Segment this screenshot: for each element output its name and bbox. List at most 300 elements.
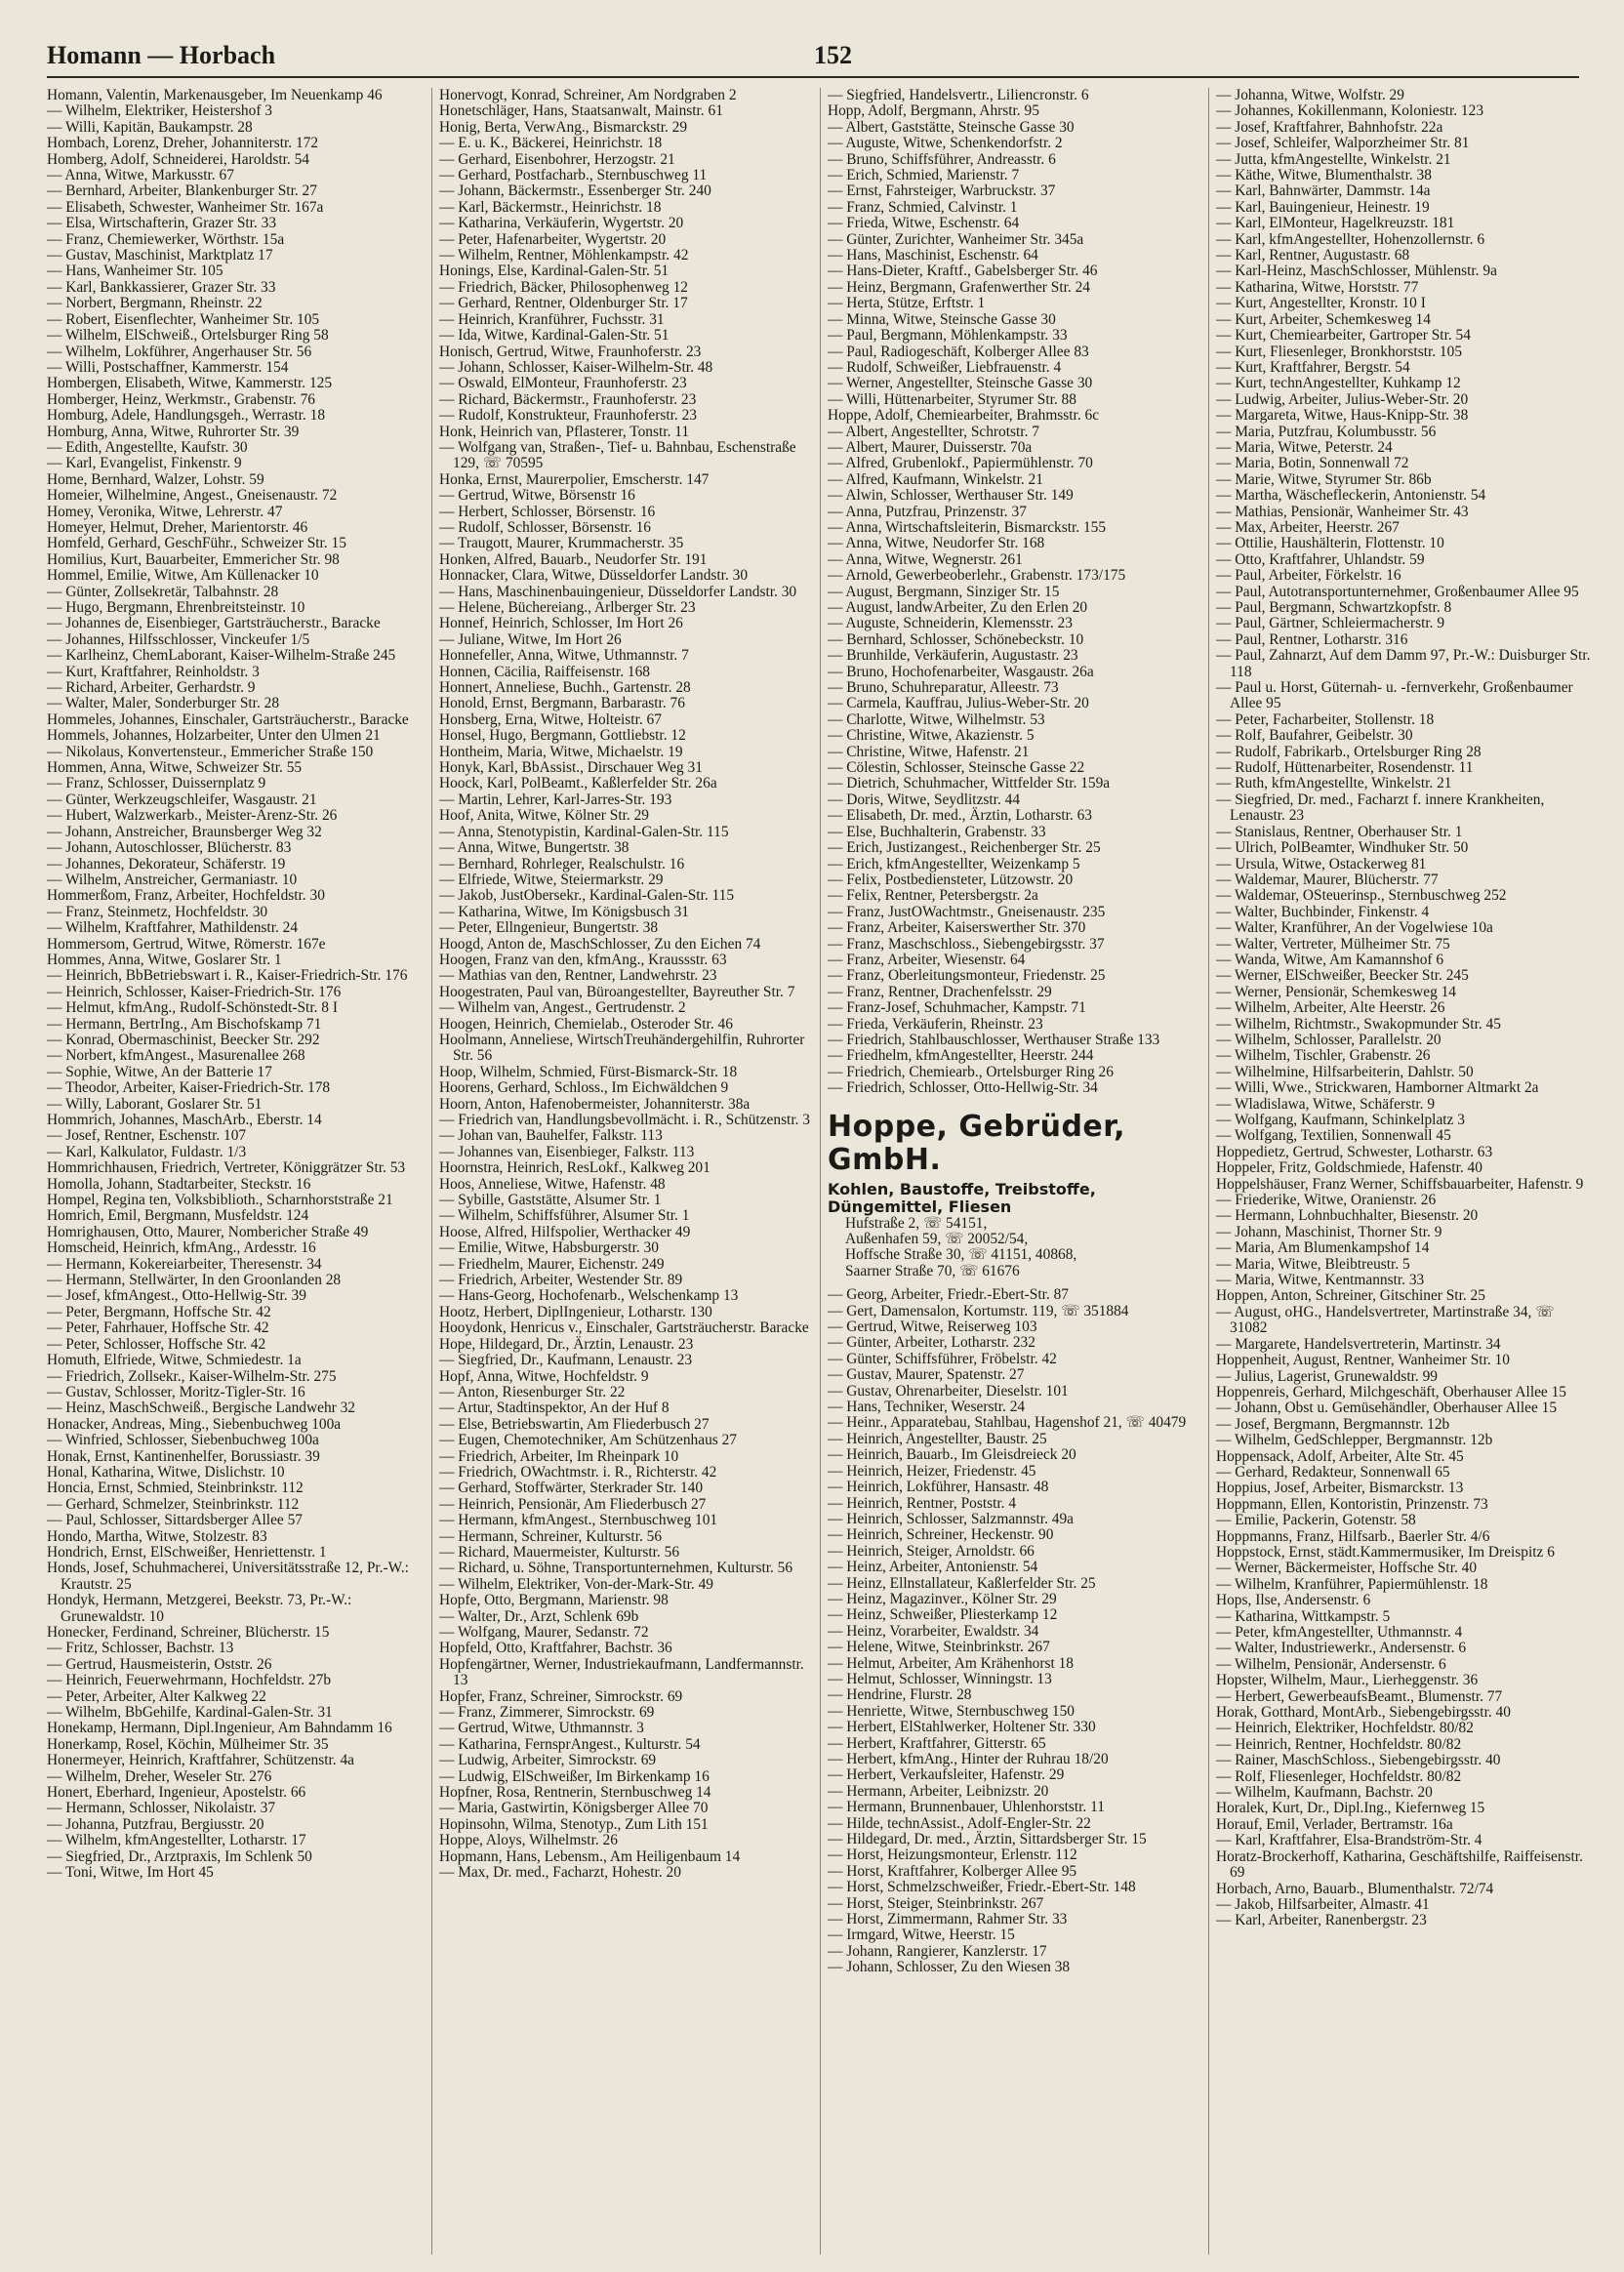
directory-entry: Hoos, Anneliese, Witwe, Hafenstr. 48 — [439, 1175, 666, 1193]
directory-entry: — Josef, Schleifer, Walporzheimer Str. 81 — [1216, 135, 1470, 152]
directory-entry: — Johann, Maschinist, Thorner Str. 9 — [1216, 1223, 1442, 1240]
directory-entry: Homfeld, Gerhard, GeschFühr., Schweizer Str. 15 — [47, 535, 346, 552]
column-divider — [431, 88, 432, 2254]
directory-entry: Honnefeller, Anna, Witwe, Uthmannstr. 7 — [439, 647, 689, 665]
directory-entry: — Hermann, Kokereiarbeiter, Theresenstr. 34 — [47, 1255, 322, 1273]
directory-entry: Honert, Eberhard, Ingenieur, Apostelstr. 66 — [47, 1784, 306, 1802]
directory-entry: — Heinrich, Kranführer, Fuchsstr. 31 — [439, 310, 665, 328]
directory-entry: — Hans, Maschinenbauingenieur, Düsseldorfer Landstr. 30 — [439, 583, 797, 600]
directory-entry: Honk, Heinrich van, Pflasterer, Tonstr. 11 — [439, 423, 690, 440]
directory-entry: — Wladislawa, Witwe, Schäferstr. 9 — [1216, 1095, 1436, 1113]
directory-entry: — Wilhelm, BbGehilfe, Kardinal-Galen-Str. 31 — [47, 1704, 333, 1722]
directory-entry: — Peter, Arbeiter, Alter Kalkweg 22 — [47, 1687, 266, 1705]
directory-entry: Hoogestraten, Paul van, Büroangestellter, Bayreuther Str. 7 — [439, 983, 795, 1000]
directory-entry: Horalek, Kurt, Dr., Dipl.Ing., Kiefernweg 15 — [1216, 1800, 1485, 1817]
directory-entry: — Otto, Kraftfahrer, Uhlandstr. 59 — [1216, 550, 1425, 568]
directory-entry: — Gertrud, Witwe, Börsenstr 16 — [439, 487, 635, 505]
directory-entry: Hoppeler, Fritz, Goldschmiede, Hafenstr. 40 — [1216, 1159, 1482, 1177]
directory-entry: — Toni, Witwe, Im Hort 45 — [47, 1864, 214, 1882]
directory-entry: — Johannes de, Eisenbieger, Gartsträucherstr., Baracke — [47, 615, 381, 632]
directory-entry: — Kurt, Fliesenleger, Bronkhorststr. 105 — [1216, 343, 1463, 360]
directory-entry: — Günter, Arbeiter, Lotharstr. 232 — [828, 1334, 1035, 1352]
directory-entry: Homolla, Johann, Stadtarbeiter, Steckstr. 16 — [47, 1175, 311, 1193]
directory-entry: Hoppmann, Ellen, Kontoristin, Prinzenstr. 73 — [1216, 1495, 1488, 1513]
directory-entry: — Johanna, Witwe, Wolfstr. 29 — [1216, 88, 1404, 103]
column-divider — [1208, 88, 1209, 2254]
directory-entry: — Werner, Angestellter, Steinsche Gasse 30 — [828, 375, 1093, 392]
directory-entry: — Maria, Gastwirtin, Königsberger Allee 70 — [439, 1800, 709, 1817]
directory-entry: — Heinrich, Lokführer, Hansastr. 48 — [828, 1479, 1049, 1496]
directory-entry: Hoppenheit, August, Rentner, Wanheimer Str. 10 — [1216, 1352, 1510, 1369]
directory-entry: Honal, Katharina, Witwe, Dislichstr. 10 — [47, 1463, 285, 1481]
directory-entry: — Max, Dr. med., Facharzt, Hohestr. 20 — [439, 1864, 681, 1882]
directory-entry: — Bruno, Schuhreparatur, Alleestr. 73 — [828, 679, 1059, 697]
directory-entry: — Hans-Georg, Hochofenarb., Welschenkamp 13 — [439, 1287, 739, 1305]
directory-entry: — Peter, Ellngenieur, Bungertstr. 38 — [439, 919, 659, 937]
directory-entry: Hoppelshäuser, Franz Werner, Schiffsbauarbeiter, Hafenstr. 9 — [1216, 1175, 1584, 1193]
directory-entry: — Johannes, Hilfsschlosser, Vinckeufer 1/5 — [47, 630, 310, 648]
directory-entry: — Katharina, Verkäuferin, Wygertstr. 20 — [439, 215, 684, 232]
directory-entry: Honcia, Ernst, Schmied, Steinbrinkstr. 112 — [47, 1480, 304, 1497]
directory-entry: — Kurt, Angestellter, Kronstr. 10 I — [1216, 295, 1426, 312]
directory-entry: — Friedrich, Chemiearb., Ortelsburger Ring 26 — [828, 1063, 1114, 1080]
directory-entry: Homey, Veronika, Witwe, Lehrerstr. 47 — [47, 503, 283, 520]
column-divider — [820, 88, 821, 2254]
directory-entry: Hoogen, Heinrich, Chemielab., Osteroder Str. 46 — [439, 1015, 733, 1033]
directory-entry: — Franz, Rentner, Drachenfelsstr. 29 — [828, 983, 1052, 1000]
directory-entry: — Anna, Witwe, Wegnerstr. 261 — [828, 550, 1023, 568]
directory-entry: Hootz, Herbert, DiplIngenieur, Lotharstr. 130 — [439, 1303, 712, 1320]
directory-entry: — Wilhelm, Dreher, Weseler Str. 276 — [47, 1767, 272, 1785]
directory-entry: — Kurt, technAngestellter, Kuhkamp 12 — [1216, 375, 1461, 392]
directory-entry: Hopfengärtner, Werner, Industriekaufmann, Landfermannstr. 13 — [439, 1655, 804, 1689]
directory-entry: — Ulrich, PolBeamter, Windhuker Str. 50 — [1216, 839, 1469, 857]
directory-entry: — Johann, Schlosser, Zu den Wiesen 38 — [828, 1959, 1071, 1976]
directory-entry: Hoose, Alfred, Hilfspolier, Werthacker 49 — [439, 1223, 691, 1240]
directory-entry: — Karlheinz, ChemLaborant, Kaiser-Wilhelm-Straße 245 — [47, 647, 396, 665]
directory-entry: Hoppedietz, Gertrud, Schwester, Lotharstr. 63 — [1216, 1143, 1493, 1160]
directory-entry: — Elsa, Wirtschafterin, Grazer Str. 33 — [47, 215, 277, 232]
directory-entry: — Kurt, Arbeiter, Schemkesweg 14 — [1216, 310, 1431, 328]
directory-entry: — Frieda, Witwe, Eschenstr. 64 — [828, 215, 1020, 232]
directory-entry: Hoogen, Franz van den, kfmAng., Kraussstr. 63 — [439, 951, 727, 968]
directory-entry: Hommerßom, Franz, Arbeiter, Hochfeldstr. 30 — [47, 887, 325, 905]
directory-entry: — Bruno, Schiffsführer, Andreasstr. 6 — [828, 150, 1056, 168]
directory-entry: — Peter, Bergmann, Hoffsche Str. 42 — [47, 1303, 271, 1320]
directory-entry: — Hilde, technAssist., Adolf-Engler-Str. 22 — [828, 1814, 1091, 1832]
directory-entry: — Hermann, BertrIng., Am Bischofskamp 71 — [47, 1015, 322, 1033]
directory-entry: — Günter, Schiffsführer, Fröbelstr. 42 — [828, 1350, 1057, 1367]
directory-entry: — Wilhelm, Schiffsführer, Alsumer Str. 1 — [439, 1207, 690, 1225]
directory-entry: Hompel, Regina ten, Volksbiblioth., Scharnhorststraße 21 — [47, 1192, 393, 1209]
directory-entry: — Franz, Arbeiter, Kaiserswerther Str. 370 — [828, 919, 1086, 937]
directory-entry: — Rudolf, Schlosser, Börsenstr. 16 — [439, 518, 651, 536]
directory-entry: Homberger, Heinz, Werkmstr., Grabenstr. 76 — [47, 390, 315, 408]
directory-entry: — Walter, Maler, Sonderburger Str. 28 — [47, 695, 280, 712]
header-rule — [47, 76, 1579, 78]
directory-entry: — Wolfgang, Kaufmann, Schinkelplatz 3 — [1216, 1112, 1465, 1128]
directory-entry: Honings, Else, Kardinal-Galen-Str. 51 — [439, 263, 670, 280]
directory-entry: — Peter, Schlosser, Hoffsche Str. 42 — [47, 1335, 266, 1353]
advertisement-title: Hoppe, Gebrüder, GmbH. — [828, 1109, 1126, 1177]
directory-entry: — Helmut, kfmAng., Rudolf-Schönstedt-Str. 8 I — [47, 999, 338, 1017]
directory-entry: Hopmann, Hans, Lebensm., Am Heiligenbaum 14 — [439, 1847, 741, 1865]
directory-entry: Honyk, Karl, BbAssist., Dirschauer Weg 31 — [439, 759, 703, 777]
directory-entry: — Franz, Oberleitungsmonteur, Friedenstr. 25 — [828, 967, 1106, 985]
directory-entry: — Rolf, Baufahrer, Geibelstr. 30 — [1216, 727, 1413, 745]
directory-entry: — Emilie, Witwe, Habsburgerstr. 30 — [439, 1239, 659, 1257]
directory-entry: — Heinrich, Heizer, Friedenstr. 45 — [828, 1462, 1036, 1480]
directory-entry: — Paul, Arbeiter, Förkelstr. 16 — [1216, 567, 1401, 585]
directory-entry: — Hildegard, Dr. med., Ärztin, Sittardsberger Str. 15 — [828, 1831, 1147, 1848]
directory-entry: Homuth, Elfriede, Witwe, Schmiedestr. 1a — [47, 1352, 302, 1369]
directory-entry: — Gerhard, Schmelzer, Steinbrinkstr. 112 — [47, 1495, 300, 1513]
directory-entry: — Jakob, Hilfsarbeiter, Almastr. 41 — [1216, 1895, 1430, 1913]
directory-entry: — Wilhelm, Pensionär, Andersenstr. 6 — [1216, 1655, 1446, 1673]
directory-entry: — Horst, Kraftfahrer, Kolberger Allee 95 — [828, 1862, 1077, 1880]
directory-entry: Honetschläger, Hans, Staatsanwalt, Mainstr. 61 — [439, 102, 723, 120]
directory-entry: — Wanda, Witwe, Am Kamannshof 6 — [1216, 951, 1444, 968]
directory-entry: — Cölestin, Schlosser, Steinsche Gasse 22 — [828, 759, 1085, 777]
directory-entry: Honsel, Hugo, Bergmann, Gottliebstr. 12 — [439, 727, 686, 745]
directory-entry: — Johann, Rangierer, Kanzlerstr. 17 — [828, 1942, 1047, 1960]
directory-entry: — Rudolf, Konstrukteur, Fraunhoferstr. 23 — [439, 407, 697, 425]
directory-entry: — Friedrich, Zollsekr., Kaiser-Wilhelm-Str. 275 — [47, 1367, 337, 1385]
directory-entry: — Max, Arbeiter, Heerstr. 267 — [1216, 518, 1400, 536]
directory-entry: — Wilhelmine, Hilfsarbeiterin, Dahlstr. 50 — [1216, 1063, 1474, 1080]
directory-entry: — Waldemar, OSteuerinsp., Sternbuschweg 252 — [1216, 887, 1507, 905]
directory-entry: — Herta, Stütze, Erftstr. 1 — [828, 295, 986, 312]
directory-entry: — Paul, Zahnarzt, Auf dem Damm 97, Pr.-W.: Duisburger Str. 118 — [1216, 647, 1591, 680]
directory-entry: — Irmgard, Witwe, Heerstr. 15 — [828, 1927, 1015, 1944]
page-number: 152 — [814, 41, 852, 69]
directory-entry: — Walter, Vertreter, Mülheimer Str. 75 — [1216, 935, 1450, 953]
directory-entry: — Minna, Witwe, Steinsche Gasse 30 — [828, 310, 1056, 328]
directory-entry: — Ursula, Witwe, Ostackerweg 81 — [1216, 855, 1427, 872]
directory-entry: — Gustav, Ohrenarbeiter, Dieselstr. 101 — [828, 1382, 1069, 1400]
directory-entry: — Albert, Gaststätte, Steinsche Gasse 30 — [828, 118, 1075, 136]
directory-entry: — Josef, Kraftfahrer, Bahnhofstr. 22a — [1216, 118, 1443, 136]
directory-entry: — Willi, Hüttenarbeiter, Styrumer Str. 88 — [828, 390, 1076, 408]
directory-entry: — Hugo, Bergmann, Ehrenbreitsteinstr. 10 — [47, 599, 305, 616]
directory-entry: — Siegfried, Dr. med., Facharzt f. innere Krankheiten, Lenaustr. 23 — [1216, 791, 1545, 825]
directory-entry: — Heinz, Arbeiter, Antonienstr. 54 — [828, 1559, 1038, 1576]
directory-entry: — Hermann, Arbeiter, Leibnizstr. 20 — [828, 1782, 1049, 1800]
directory-entry: Homberg, Adolf, Schneiderei, Haroldstr. 54 — [47, 150, 310, 168]
directory-entry: — Christine, Witwe, Hafenstr. 21 — [828, 743, 1030, 760]
directory-entry: — Else, Betriebswartin, Am Fliederbusch 27 — [439, 1415, 710, 1433]
directory-entry: Honervogt, Konrad, Schreiner, Am Nordgraben 2 — [439, 88, 737, 103]
directory-entry: — Norbert, kfmAngest., Masurenallee 268 — [47, 1047, 305, 1065]
directory-entry: Honig, Berta, VerwAng., Bismarckstr. 29 — [439, 118, 688, 136]
directory-entry: — Johann, Schlosser, Kaiser-Wilhelm-Str. 48 — [439, 358, 713, 376]
directory-entry: — Paul, Schlosser, Sittardsberger Allee 57 — [47, 1512, 303, 1529]
directory-entry: — Alfred, Kaufmann, Winkelstr. 21 — [828, 470, 1043, 488]
directory-entry: Homburg, Adele, Handlungsgeh., Werrastr. 18 — [47, 407, 326, 425]
directory-entry: — Johannes, Dekorateur, Schäferstr. 19 — [47, 855, 286, 872]
directory-entry: — Wolfgang, Maurer, Sedanstr. 72 — [439, 1624, 649, 1641]
directory-entry: — Anna, Stenotypistin, Kardinal-Galen-Str. 115 — [439, 823, 729, 840]
directory-entry: — Rudolf, Schweißer, Liebfrauenstr. 4 — [828, 358, 1062, 376]
directory-entry: — Gerhard, Postfacharb., Sternbuschweg 11 — [439, 167, 708, 184]
directory-entry: — Rolf, Fliesenleger, Hochfeldstr. 80/82 — [1216, 1767, 1462, 1785]
directory-entry: Hommel, Emilie, Witwe, Am Küllenacker 10 — [47, 567, 319, 585]
directory-entry: Hopfeld, Otto, Kraftfahrer, Bachstr. 36 — [439, 1640, 672, 1657]
directory-entry: — Heinz, Bergmann, Grafenwerther Str. 24 — [828, 278, 1090, 296]
directory-entry: — Ernst, Fahrsteiger, Warbruckstr. 37 — [828, 183, 1056, 200]
directory-entry: — Paul, Gärtner, Schleiermacherstr. 9 — [1216, 615, 1445, 632]
directory-entry: Hoock, Karl, PolBeamt., Kaßlerfelder Str. 26a — [439, 775, 717, 792]
directory-entry: — Heinrich, Angestellter, Baustr. 25 — [828, 1430, 1047, 1447]
directory-entry: — Stanislaus, Rentner, Oberhauser Str. 1 — [1216, 823, 1463, 840]
directory-entry: — Theodor, Arbeiter, Kaiser-Friedrich-Str. 178 — [47, 1079, 331, 1097]
directory-entry: — Arnold, Gewerbeoberlehr., Grabenstr. 173/175 — [828, 567, 1126, 585]
directory-entry: — Karl, Bankkassierer, Grazer Str. 33 — [47, 278, 276, 296]
directory-entry: — Artur, Stadtinspektor, An der Huf 8 — [439, 1400, 670, 1417]
directory-entry: — Franz, Chemiewerker, Wörthstr. 15a — [47, 230, 285, 248]
directory-entry: — Friedrich, Arbeiter, Westender Str. 89 — [439, 1272, 683, 1289]
directory-entry: Hommrichhausen, Friedrich, Vertreter, Königgrätzer Str. 53 — [47, 1159, 406, 1177]
directory-entry: Hondrich, Ernst, ElSchweißer, Henriettenstr. 1 — [47, 1543, 327, 1561]
directory-entry: Honecker, Ferdinand, Schreiner, Blücherstr. 15 — [47, 1624, 330, 1641]
directory-entry: Hoppmanns, Franz, Hilfsarb., Baerler Str. 4/6 — [1216, 1527, 1490, 1545]
directory-entry: — Friedrich, Arbeiter, Im Rheinpark 10 — [439, 1447, 679, 1465]
directory-entry: — Nikolaus, Konvertensteur., Emmericher Straße 150 — [47, 743, 374, 760]
directory-entry: — Gertrud, Witwe, Reiserweg 103 — [828, 1319, 1037, 1336]
directory-entry: Hoppius, Josef, Arbeiter, Bismarckstr. 13 — [1216, 1480, 1464, 1497]
directory-entry: — Dietrich, Schuhmacher, Wittfelder Str. 159a — [828, 775, 1111, 792]
directory-entry: — Johann, Autoschlosser, Blücherstr. 83 — [47, 839, 292, 857]
directory-entry: — Hans, Wanheimer Str. 105 — [47, 263, 223, 280]
directory-entry: Hopfer, Franz, Schreiner, Simrockstr. 69 — [439, 1687, 683, 1705]
directory-entry: — Wilhelm, Kranführer, Papiermühlenstr. 18 — [1216, 1575, 1488, 1593]
directory-entry: — Herbert, kfmAng., Hinter der Ruhrau 18/20 — [828, 1751, 1109, 1767]
directory-entry: — Waldemar, Maurer, Blücherstr. 77 — [1216, 871, 1439, 888]
directory-entry: — Gerhard, Redakteur, Sonnenwall 65 — [1216, 1463, 1450, 1481]
directory-entry: — Anna, Putzfrau, Prinzenstr. 37 — [828, 503, 1027, 520]
directory-entry: Honka, Ernst, Maurerpolier, Emscherstr. 147 — [439, 470, 710, 488]
directory-entry: Honnacker, Clara, Witwe, Düsseldorfer Landstr. 30 — [439, 567, 749, 585]
directory-entry: Hopfe, Otto, Bergmann, Marienstr. 98 — [439, 1592, 669, 1609]
directory-entry: Homilius, Kurt, Bauarbeiter, Emmericher Str. 98 — [47, 550, 340, 568]
directory-entry: — Paul, Autotransportunternehmer, Großenbaumer Allee 95 — [1216, 583, 1579, 600]
directory-entry: — Johannes van, Eisenbieger, Falkstr. 113 — [439, 1143, 695, 1160]
directory-entry: — Willi, Postschaffner, Kammerstr. 154 — [47, 358, 289, 376]
directory-entry: — Wilhelm, Elektriker, Heistershof 3 — [47, 102, 272, 120]
directory-entry: — Richard, Mauermeister, Kulturstr. 56 — [439, 1543, 680, 1561]
directory-entry: Hoop, Wilhelm, Schmied, Fürst-Bismarck-Str. 18 — [439, 1063, 738, 1080]
directory-entry: — Heinrich, Schlosser, Kaiser-Friedrich-Str. 176 — [47, 983, 342, 1000]
directory-entry: — Karl, Arbeiter, Ranenbergstr. 23 — [1216, 1912, 1427, 1929]
directory-entry: — Helmut, Schlosser, Winningstr. 13 — [828, 1670, 1052, 1687]
directory-entry: Hombergen, Elisabeth, Witwe, Kammerstr. 125 — [47, 375, 333, 392]
directory-entry: — Hermann, Brunnenbauer, Uhlenhorststr. 11 — [828, 1799, 1105, 1816]
directory-entry: — Wolfgang van, Straßen-, Tief- u. Bahnbau, Eschenstraße 129, ☏ 70595 — [439, 438, 796, 472]
directory-entry: — Herbert, GewerbeaufsBeamt., Blumenstr. 77 — [1216, 1687, 1503, 1705]
directory-column-2 — [439, 88, 815, 2254]
directory-column-3 — [828, 88, 1203, 2254]
directory-entry: — Traugott, Maurer, Krummacherstr. 35 — [439, 535, 684, 552]
directory-entry: — Hermann, Schlosser, Nikolaistr. 37 — [47, 1800, 276, 1817]
directory-entry: Homrighausen, Otto, Maurer, Nombericher Straße 49 — [47, 1223, 369, 1240]
directory-entry: — Josef, kfmAngest., Otto-Hellwig-Str. 39 — [47, 1287, 306, 1305]
directory-column-1 — [47, 88, 423, 2254]
directory-entry: — Helene, Witwe, Steinbrinkstr. 267 — [828, 1639, 1050, 1656]
directory-entry: — Heinrich, Bauarb., Im Gleisdreieck 20 — [828, 1446, 1076, 1464]
directory-entry: — Heinrich, Pensionär, Am Fliederbusch 27 — [439, 1495, 707, 1513]
directory-entry: — Robert, Eisenflechter, Wanheimer Str. 105 — [47, 310, 320, 328]
directory-entry: — Marie, Witwe, Styrumer Str. 86b — [1216, 470, 1432, 488]
directory-entry: Honerkamp, Rosel, Köchin, Mülheimer Str. 35 — [47, 1735, 329, 1753]
directory-entry: — Elisabeth, Dr. med., Ärztin, Lotharstr. 63 — [828, 807, 1092, 825]
directory-entry: — Erich, Schmied, Marienstr. 7 — [828, 167, 1020, 184]
directory-entry: Hoof, Anita, Witwe, Kölner Str. 29 — [439, 807, 649, 825]
directory-entry: — August, oHG., Handelsvertreter, Martinstraße 34, ☏ 31082 — [1216, 1303, 1555, 1337]
advertisement-address-line: Saarner Straße 70, ☏ 61676 — [845, 1262, 1020, 1279]
directory-entry: — Winfried, Schlosser, Siebenbuchweg 100a — [47, 1432, 319, 1449]
directory-entry: — Charlotte, Witwe, Wilhelmstr. 53 — [828, 710, 1045, 728]
directory-entry: Hoppstock, Ernst, städt.Kammermusiker, Im Dreispitz 6 — [1216, 1543, 1555, 1561]
directory-entry: — Gertrud, Witwe, Uthmannstr. 3 — [439, 1720, 644, 1737]
advertisement-subtitle: Kohlen, Baustoffe, Treibstoffe, Düngemittel, Fliesen — [828, 1179, 1096, 1216]
directory-entry: — Walter, Industriewerkr., Andersenstr. 6 — [1216, 1640, 1467, 1657]
directory-entry: — Friedrich van, Handlungsbevollmächt. i. R., Schützenstr. 3 — [439, 1112, 811, 1128]
directory-entry: — Johan van, Bauhelfer, Falkstr. 113 — [439, 1127, 663, 1145]
directory-entry: — Hans, Maschinist, Eschenstr. 64 — [828, 247, 1038, 264]
directory-entry: — Mathias van den, Rentner, Landwehrstr. 23 — [439, 967, 717, 985]
directory-entry: Hopster, Wilhelm, Maur., Lierheggenstr. 36 — [1216, 1672, 1479, 1689]
directory-entry: — Eugen, Chemotechniker, Am Schützenhaus 27 — [439, 1432, 737, 1449]
directory-entry: Homrich, Emil, Bergmann, Musfeldstr. 124 — [47, 1207, 309, 1225]
directory-entry: Honken, Alfred, Bauarb., Neudorfer Str. 191 — [439, 550, 708, 568]
directory-entry: — Gertrud, Hausmeisterin, Oststr. 26 — [47, 1655, 272, 1673]
directory-entry: — Ludwig, Arbeiter, Simrockstr. 69 — [439, 1752, 657, 1769]
directory-entry: — Erich, kfmAngestellter, Weizenkamp 5 — [828, 855, 1080, 872]
directory-entry: — Wilhelm, kfmAngestellter, Lotharstr. 17 — [47, 1832, 306, 1849]
directory-entry: — Günter, Zollsekretär, Talbahnstr. 28 — [47, 583, 279, 600]
directory-entry: — Horst, Heizungsmonteur, Erlenstr. 112 — [828, 1846, 1077, 1864]
directory-entry: — Wilhelm, Kraftfahrer, Mathildenstr. 24 — [47, 919, 299, 937]
directory-entry: — Friedrich, Schlosser, Otto-Hellwig-Str. 34 — [828, 1079, 1098, 1097]
directory-entry: — Ruth, kfmAngestellte, Winkelstr. 21 — [1216, 775, 1452, 792]
directory-entry: — Gustav, Maurer, Spatenstr. 27 — [828, 1366, 1025, 1384]
directory-entry: — Kurt, Kraftfahrer, Reinholdstr. 3 — [47, 663, 260, 680]
directory-entry: — Albert, Maurer, Duisserstr. 70a — [828, 438, 1033, 456]
directory-entry: — Carmela, Kauffrau, Julius-Weber-Str. 20 — [828, 695, 1089, 712]
directory-entry: — Heinz, Vorarbeiter, Ewaldstr. 34 — [828, 1622, 1039, 1640]
directory-entry: — Wilhelm, Arbeiter, Alte Heerstr. 26 — [1216, 999, 1445, 1017]
directory-entry: — Katharina, Witwe, Horststr. 77 — [1216, 278, 1419, 296]
directory-entry: — Erich, Justizangest., Reichenberger Str. 25 — [828, 839, 1101, 857]
directory-entry: — Gustav, Maschinist, Marktplatz 17 — [47, 247, 273, 264]
directory-entry: — Bruno, Hochofenarbeiter, Wasgaustr. 26a — [828, 663, 1094, 680]
directory-entry: — Hendrine, Flurstr. 28 — [828, 1686, 972, 1704]
directory-entry: Horauf, Emil, Verlader, Bertramstr. 16a — [1216, 1815, 1453, 1833]
directory-entry: — Franz, JustOWachtmstr., Gneisenaustr. 235 — [828, 903, 1106, 920]
directory-entry: Hooydonk, Henricus v., Einschaler, Gartsträucherstr. Baracke — [439, 1319, 809, 1337]
directory-entry: — Karl, ElMonteur, Hagelkreuzstr. 181 — [1216, 215, 1455, 232]
directory-entry: Hops, Ilse, Andersenstr. 6 — [1216, 1592, 1371, 1609]
directory-entry: — Auguste, Witwe, Schenkendorfstr. 2 — [828, 135, 1063, 152]
directory-entry: — Werner, Pensionär, Schemkesweg 14 — [1216, 983, 1457, 1000]
directory-entry: Honold, Ernst, Bergmann, Barbarastr. 76 — [439, 695, 685, 712]
directory-entry: — Johanna, Putzfrau, Bergiusstr. 20 — [47, 1815, 264, 1833]
directory-entry: Hommels, Johannes, Holzarbeiter, Unter den Ulmen 21 — [47, 727, 381, 745]
directory-entry: Horak, Gotthard, MontArb., Siebengebirgsstr. 40 — [1216, 1704, 1511, 1722]
directory-entry: — Peter, Facharbeiter, Stollenstr. 18 — [1216, 710, 1435, 728]
directory-entry: — Willi, Wwe., Strickwaren, Hamborner Altmarkt 2a — [1216, 1079, 1539, 1097]
directory-entry: — Ludwig, ElSchweißer, Im Birkenkamp 16 — [439, 1767, 710, 1785]
directory-entry: Honnen, Cäcilia, Raiffeisenstr. 168 — [439, 663, 650, 680]
directory-entry: — Brunhilde, Verkäuferin, Augustastr. 23 — [828, 647, 1078, 665]
directory-entry: — Rudolf, Fabrikarb., Ortelsburger Ring 28 — [1216, 743, 1482, 760]
directory-entry: — Rudolf, Hüttenarbeiter, Rosendenstr. 11 — [1216, 759, 1474, 777]
directory-entry: — Paul u. Horst, Güternah- u. -fernverkehr, Großenbaumer Allee 95 — [1216, 679, 1573, 712]
directory-entry: — Helene, Büchereiang., Arlberger Str. 23 — [439, 599, 696, 616]
directory-column-4 — [1216, 88, 1592, 2254]
directory-entry: Hoorn, Anton, Hafenobermeister, Johanniterstr. 38a — [439, 1095, 751, 1113]
directory-entry: — Hermann, Lohnbuchhalter, Biesenstr. 20 — [1216, 1207, 1479, 1225]
directory-entry: — Richard, u. Söhne, Transportunternehmen, Kulturstr. 56 — [439, 1560, 793, 1577]
directory-entry: — Willi, Kapitän, Baukampstr. 28 — [47, 118, 253, 136]
directory-entry: — Siegfried, Dr., Kaufmann, Lenaustr. 23 — [439, 1352, 693, 1369]
directory-entry: — Elisabeth, Schwester, Wanheimer Str. 167a — [47, 198, 324, 216]
directory-entry: — Albert, Angestellter, Schrotstr. 7 — [828, 423, 1039, 440]
directory-entry: — Heinrich, Schreiner, Heckenstr. 90 — [828, 1526, 1054, 1544]
directory-entry: Hopfner, Rosa, Rentnerin, Sternbuschweg 14 — [439, 1784, 711, 1802]
directory-entry: Hondo, Martha, Witwe, Stolzestr. 83 — [47, 1527, 267, 1545]
directory-entry: — Günter, Zurichter, Wanheimer Str. 345a — [828, 230, 1084, 248]
directory-entry: Hontheim, Maria, Witwe, Michaelstr. 19 — [439, 743, 683, 760]
directory-entry: — Peter, Fahrhauer, Hoffsche Str. 42 — [47, 1319, 269, 1337]
directory-entry: — Anna, Witwe, Markusstr. 67 — [47, 167, 234, 184]
directory-entry: — Paul, Bergmann, Schwartzkopfstr. 8 — [1216, 599, 1452, 616]
directory-entry: — Heinz, MaschSchweiß., Bergische Landwehr 32 — [47, 1400, 355, 1417]
directory-entry: — Katharina, Witwe, Im Königsbusch 31 — [439, 903, 689, 920]
directory-entry: — Siegfried, Handelsvertr., Liliencronstr. 6 — [828, 88, 1089, 103]
directory-entry: — Wilhelm, Schlosser, Parallelstr. 20 — [1216, 1031, 1441, 1048]
directory-entry: — Franz, Schlosser, Duissernplatz 9 — [47, 775, 266, 792]
directory-entry: — Wilhelm, Kaufmann, Bachstr. 20 — [1216, 1784, 1433, 1802]
directory-entry: — Josef, Bergmann, Bergmannstr. 12b — [1216, 1415, 1450, 1433]
directory-entry: — Helmut, Arbeiter, Am Krähenhorst 18 — [828, 1654, 1074, 1672]
directory-entry: — Gerhard, Rentner, Oldenburger Str. 17 — [439, 295, 688, 312]
directory-entry: — Bernhard, Arbeiter, Blankenburger Str. 27 — [47, 183, 317, 200]
advertisement-address-line: Hoffsche Straße 30, ☏ 41151, 40868, — [845, 1246, 1077, 1264]
directory-entry: — Karl, Bahnwärter, Dammstr. 14a — [1216, 183, 1431, 200]
directory-entry: — Bernhard, Rohrleger, Realschulstr. 16 — [439, 855, 685, 872]
directory-entry: — Heinz, Schweißer, Pliesterkamp 12 — [828, 1606, 1058, 1624]
directory-entry: Hopinsohn, Wilma, Stenotyp., Zum Lith 151 — [439, 1815, 709, 1833]
directory-entry: — Hubert, Walzwerkarb., Meister-Arenz-Str. 26 — [47, 807, 338, 825]
directory-entry: — Christine, Witwe, Akazienstr. 5 — [828, 727, 1035, 745]
directory-entry: — Gerhard, Stoffwärter, Sterkrader Str. 140 — [439, 1480, 704, 1497]
directory-entry: Honak, Ernst, Kantinenhelfer, Borussiastr. 39 — [47, 1447, 320, 1465]
directory-entry: — Anna, Witwe, Neudorfer Str. 168 — [828, 535, 1045, 552]
directory-entry: — Karl, Bauingenieur, Heinestr. 19 — [1216, 198, 1430, 216]
directory-entry: — Henriette, Witwe, Sternbuschweg 150 — [828, 1702, 1075, 1720]
directory-entry: — Käthe, Witwe, Blumenthalstr. 38 — [1216, 167, 1432, 184]
directory-entry: — Kurt, Chemiearbeiter, Gartroper Str. 54 — [1216, 327, 1471, 345]
directory-entry: — Franz, Schmied, Calvinstr. 1 — [828, 198, 1018, 216]
directory-entry: — Maria, Witwe, Kentmannstr. 33 — [1216, 1272, 1425, 1289]
directory-entry: — Konrad, Obermaschinist, Beecker Str. 292 — [47, 1031, 320, 1048]
directory-entry: — Anton, Riesenburger Str. 22 — [439, 1383, 626, 1400]
directory-entry: — Hermann, Stellwärter, In den Groonlanden 28 — [47, 1272, 342, 1289]
directory-entry: — Jutta, kfmAngestellte, Winkelstr. 21 — [1216, 150, 1451, 168]
directory-entry: — Margareta, Witwe, Haus-Knipp-Str. 38 — [1216, 407, 1469, 425]
directory-entry: — Bernhard, Schlosser, Schönebeckstr. 10 — [828, 630, 1084, 648]
